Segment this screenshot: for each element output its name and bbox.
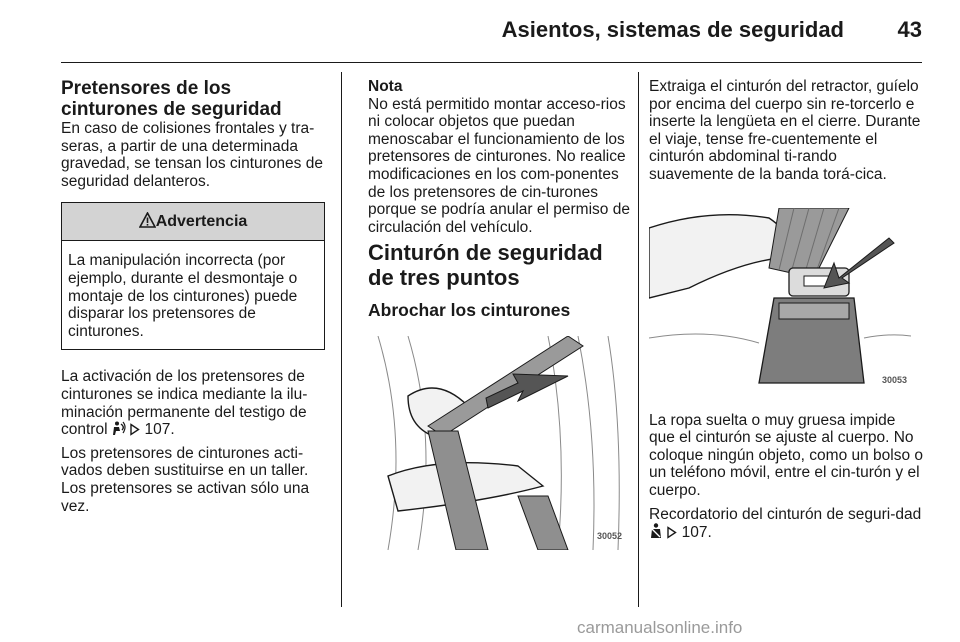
column-3 <box>649 78 925 542</box>
activation-page-ref: 107. <box>144 421 175 439</box>
reminder-text: Recordatorio del cinturón de seguri-dad <box>649 505 922 523</box>
page-header-title: Asientos, sistemas de seguridad <box>501 17 844 42</box>
fired-pretensioner-paragraph: Los pretensores de cinturones acti-vados deben sustituirse en un taller. Los pretensores se activan sólo una vez. <box>61 444 310 515</box>
figure-fastening-belt <box>368 336 626 550</box>
reminder-page-ref: 107. <box>681 524 712 542</box>
section-heading-pretensioners: Pretensores de los cinturones de seguridad <box>61 78 282 120</box>
activation-text: La activación de los pretensores de cinturones se indica mediante la ilu-minación permanente del testigo de control <box>61 368 308 439</box>
page-number: 43 <box>897 17 922 42</box>
extract-belt-paragraph: Extraiga el cinturón del retractor, guíelo por encima del cuerpo sin re-torcerlo e inserte la lengüeta en el cierre. Durante el viaje, tense fre-cuentemente el cinturón abdominal ti-rando suavemente de la banda torá-cica. <box>649 78 921 183</box>
clothing-paragraph: La ropa suelta o muy gruesa impide que el cinturón se ajuste al cuerpo. No coloque ningún objeto, como un bolso o un teléfono móvil, entre el cin-turón y el cuerpo. <box>649 411 924 499</box>
figure-code: 30052 <box>596 531 622 542</box>
column-1 <box>61 78 329 515</box>
reminder-paragraph <box>649 506 925 542</box>
warning-box <box>61 202 325 350</box>
airbag-seatbelt-warning-icon <box>112 421 126 436</box>
belt-fastening-illustration <box>368 336 626 550</box>
column-divider-1 <box>341 72 342 607</box>
page-reference-icon <box>667 526 677 539</box>
warning-title: Advertencia <box>155 213 248 231</box>
column-divider-2 <box>638 72 639 607</box>
buckle-illustration <box>649 208 911 394</box>
figure-code: 30053 <box>881 374 907 385</box>
page-reference-icon <box>130 423 140 436</box>
seatbelt-reminder-icon <box>649 523 663 539</box>
note-text: No está permitido montar acceso-rios ni colocar objetos que puedan menoscabar el funcionamiento de los pretensores de cinturones. No realice modificaciones en los com-ponentes de los pretensores de cin-turones porque se podría anular el permiso de circulación del vehículo. <box>368 95 630 236</box>
section-heading-three-point-belt: Cinturón de seguridad de tres puntos <box>368 240 603 291</box>
intro-paragraph: En caso de colisiones frontales y tra-seras, a partir de una determinada gravedad, se tensan los cinturones de seguridad delanteros. <box>61 120 323 190</box>
subheading-fasten-belts: Abrochar los cinturones <box>368 300 571 321</box>
column-2 <box>368 78 630 550</box>
watermark-text: carmanualsonline.info <box>577 618 743 637</box>
note-label: Nota <box>368 78 403 95</box>
warning-triangle-icon <box>139 212 156 228</box>
warning-body: La manipulación incorrecta (por ejemplo, durante el desmontaje o montaje de los cinturones) puede disparar los pretensores de cinturones. <box>68 252 298 340</box>
note-paragraph <box>368 78 630 236</box>
warning-header <box>62 203 324 241</box>
header-divider <box>61 62 922 63</box>
activation-paragraph <box>61 368 329 438</box>
figure-buckle <box>649 208 911 394</box>
